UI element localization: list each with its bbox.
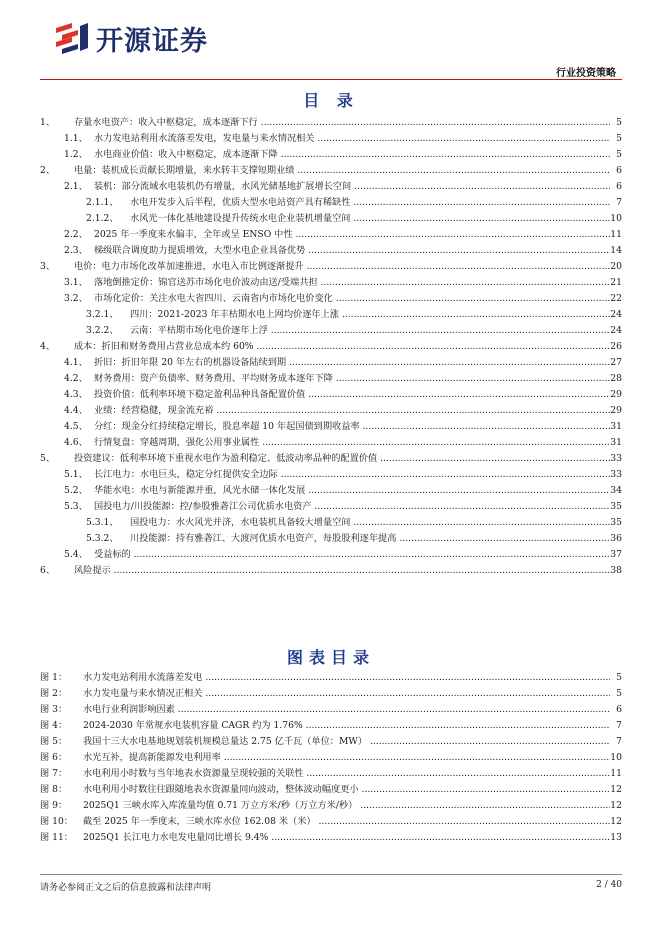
figure-entry-page: 5 xyxy=(610,670,622,686)
figures-title: 图表目录 xyxy=(286,648,375,667)
toc-entry[interactable] xyxy=(40,339,622,355)
toc-entry[interactable] xyxy=(40,419,622,435)
toc-entry-page: 20 xyxy=(610,259,622,275)
toc-entry-title: 财务费用：资产负债率、财务费用、平均财务成本逐年下降 ..... xyxy=(94,371,610,387)
toc-entry-title: 电价：电力市场化改革加速推进，水电入市比例逐渐提升 ..... xyxy=(74,259,610,275)
figure-entry[interactable] xyxy=(40,830,622,846)
figure-entry-number: 图 1： xyxy=(40,672,68,683)
toc-entry-title: 云南：平枯期市场化电价逐年上浮 ..... xyxy=(130,323,610,339)
toc-entry-title: 行情复盘：穿越周期，强化公用事业属性 ..... xyxy=(94,435,610,451)
report-type: 行业投资策略 xyxy=(556,68,616,79)
toc-entry-title: 四川：2021-2023 年丰枯期水电上网均价逐年上涨 ..... xyxy=(130,307,610,323)
toc-entry-number: 5.4、 xyxy=(64,549,88,560)
toc-entry-number: 3.1、 xyxy=(64,277,88,288)
toc-entry-page: 11 xyxy=(610,227,622,243)
toc-entry-page: 28 xyxy=(610,371,622,387)
figure-entry[interactable] xyxy=(40,750,622,766)
figure-entry-title: 水电利用小时数与当年地表水资源量呈现较强的关联性 ..... xyxy=(83,766,610,782)
toc-entry-page: 38 xyxy=(610,563,622,579)
figure-entry[interactable] xyxy=(40,766,622,782)
figure-entry-number: 图 2： xyxy=(40,688,68,699)
toc-entry[interactable] xyxy=(40,115,622,131)
toc-entry-page: 10 xyxy=(610,211,622,227)
toc-entry[interactable] xyxy=(40,355,622,371)
toc-entry-number: 6、 xyxy=(40,565,56,576)
toc-entry[interactable] xyxy=(40,403,622,419)
toc-entry[interactable] xyxy=(40,179,622,195)
figure-entry-number: 图 9： xyxy=(40,800,68,811)
toc-entry[interactable] xyxy=(40,435,622,451)
figure-entry-number: 图 6： xyxy=(40,752,68,763)
toc-entry-page: 21 xyxy=(610,275,622,291)
figure-entry[interactable] xyxy=(40,686,622,702)
toc-entry-number: 1.2、 xyxy=(64,149,88,160)
figures-list xyxy=(40,670,622,846)
toc-entry-title: 国投电力：水火风光并济，水电装机具备较大增量空间 ..... xyxy=(130,515,610,531)
figure-entry-title: 我国十三大水电基地规划装机规模总量达 2.75 亿千瓦（单位：MW） ..... xyxy=(83,734,610,750)
figure-entry-number: 图 5： xyxy=(40,736,68,747)
toc-entry-number: 2.1.2、 xyxy=(86,213,119,224)
toc-entry-title: 梯级联合调度助力提质增效，大型水电企业具备优势 ..... xyxy=(94,243,610,259)
figure-entry-number: 图 3： xyxy=(40,704,68,715)
toc-entry[interactable] xyxy=(40,195,622,211)
figure-entry-title: 水光互补，提高新能源发电利用率 ..... xyxy=(83,750,610,766)
figure-entry-number: 图 10： xyxy=(40,816,73,827)
toc-entry-page: 5 xyxy=(610,147,622,163)
toc-entry-title: 华能水电：水电与新能源并重，风光水储一体化发展 ..... xyxy=(94,483,610,499)
toc-entry-page: 27 xyxy=(610,355,622,371)
toc-entry-number: 4.6、 xyxy=(64,437,88,448)
toc-entry[interactable] xyxy=(40,323,622,339)
page-number: 2 / 40 xyxy=(596,880,622,890)
toc-entry[interactable] xyxy=(40,259,622,275)
toc-entry-page: 5 xyxy=(610,115,622,131)
figure-entry-number: 图 4： xyxy=(40,720,68,731)
figure-entry-page: 13 xyxy=(610,830,622,846)
figure-entry-page: 7 xyxy=(610,718,622,734)
toc-entry-page: 7 xyxy=(610,195,622,211)
figure-entry[interactable] xyxy=(40,702,622,718)
toc-title: 目 录 xyxy=(303,91,359,110)
toc-entry-number: 2.1、 xyxy=(64,181,88,192)
toc-entry-title: 折旧：折旧年限 20 年左右的机器设备陆续到期 ..... xyxy=(94,355,610,371)
footer xyxy=(40,880,622,893)
toc-entry-number: 4.5、 xyxy=(64,421,88,432)
company-logo xyxy=(52,18,208,58)
toc-entry[interactable] xyxy=(40,483,622,499)
toc-entry-page: 6 xyxy=(610,179,622,195)
toc-entry-number: 2.1.1、 xyxy=(86,197,119,208)
toc-entry-page: 37 xyxy=(610,547,622,563)
toc-entry-number: 3.2.1、 xyxy=(86,309,119,320)
toc-entry-title: 分红：现金分红持续稳定增长，股息率超 10 年起国债到期收益率 ..... xyxy=(94,419,610,435)
toc-entry-number: 5.1、 xyxy=(64,469,88,480)
toc-entry-number: 5、 xyxy=(40,453,56,464)
toc-entry-number: 4.3、 xyxy=(64,389,88,400)
toc-entry-title: 业绩：经营稳健，现金流充裕 ..... xyxy=(94,403,610,419)
toc-entry-title: 受益标的 ..... xyxy=(94,547,610,563)
toc-entry-page: 35 xyxy=(610,499,622,515)
figure-entry[interactable] xyxy=(40,814,622,830)
company-name: 开源证券 xyxy=(96,25,208,57)
toc-entry-number: 4、 xyxy=(40,341,56,352)
header-rule xyxy=(40,79,622,80)
toc-entry-title: 水电商业价值：收入中枢稳定，成本逐渐下降 ..... xyxy=(94,147,610,163)
figure-entry-number: 图 8： xyxy=(40,784,68,795)
figure-entry-page: 11 xyxy=(610,766,622,782)
toc-entry[interactable] xyxy=(40,563,622,579)
toc-entry-title: 市场化定价：关注水电大省四川、云南省内市场化电价变化 ..... xyxy=(94,291,610,307)
toc-entry-number: 3.2、 xyxy=(64,293,88,304)
toc-entry-number: 5.3.1、 xyxy=(86,517,119,528)
toc-entry[interactable] xyxy=(40,515,622,531)
figure-entry[interactable] xyxy=(40,718,622,734)
toc-entry-page: 34 xyxy=(610,483,622,499)
toc-entry-number: 3.2.2、 xyxy=(86,325,119,336)
toc-entry-page: 6 xyxy=(610,163,622,179)
toc-entry-page: 33 xyxy=(610,451,622,467)
toc-entry-page: 35 xyxy=(610,515,622,531)
toc-entry[interactable] xyxy=(40,243,622,259)
footer-rule xyxy=(40,874,622,875)
figure-entry-page: 12 xyxy=(610,798,622,814)
toc-entry[interactable] xyxy=(40,211,622,227)
toc-entry-page: 5 xyxy=(610,131,622,147)
toc-entry-number: 1.1、 xyxy=(64,133,88,144)
figure-entry-number: 图 7： xyxy=(40,768,68,779)
toc-entry-page: 26 xyxy=(610,339,622,355)
figure-entry-page: 12 xyxy=(610,782,622,798)
toc-entry[interactable] xyxy=(40,467,622,483)
toc-entry-page: 22 xyxy=(610,291,622,307)
figure-entry-title: 2025Q1 长江电力水电发电量同比增长 9.4% ..... xyxy=(83,830,610,846)
toc-entry[interactable] xyxy=(40,387,622,403)
toc-list xyxy=(40,115,622,579)
toc-entry-number: 5.2、 xyxy=(64,485,88,496)
logo-mark-icon xyxy=(52,18,92,58)
toc-entry[interactable] xyxy=(40,147,622,163)
toc-entry-title: 2025 年一季度来水偏丰，全年或呈 ENSO 中性 ..... xyxy=(94,227,610,243)
toc-entry[interactable] xyxy=(40,499,622,515)
toc-entry-number: 4.1、 xyxy=(64,357,88,368)
figure-entry-page: 7 xyxy=(610,734,622,750)
toc-entry-title: 落地倒推定价：锦官送苏市场化电价波动由送/受端共担 ..... xyxy=(94,275,610,291)
toc-entry-page: 24 xyxy=(610,323,622,339)
toc-entry-title: 川投能源：持有雅砻江、大渡河优质水电资产，每股股利逐年提高 ..... xyxy=(130,531,610,547)
toc-entry-page: 24 xyxy=(610,307,622,323)
figure-entry-number: 图 11： xyxy=(40,832,73,843)
toc-entry-title: 装机：部分流域水电装机仍有增量，水风光储基地扩展增长空间 ..... xyxy=(94,179,610,195)
figure-entry[interactable] xyxy=(40,734,622,750)
toc-entry[interactable] xyxy=(40,163,622,179)
toc-entry-number: 2、 xyxy=(40,165,56,176)
toc-entry[interactable] xyxy=(40,451,622,467)
toc-entry[interactable] xyxy=(40,131,622,147)
toc-entry[interactable] xyxy=(40,547,622,563)
toc-entry-title: 长江电力：水电巨头，稳定分红提供安全边际 ..... xyxy=(94,467,610,483)
figure-entry-title: 水电利用小时数往往跟随地表水资源量同向波动，整体波动幅度更小 ..... xyxy=(83,782,610,798)
toc-entry[interactable] xyxy=(40,275,622,291)
figure-entry-page: 10 xyxy=(610,750,622,766)
toc-entry-title: 水风光一体化基地建设提升传统水电企业装机增量空间 ..... xyxy=(130,211,610,227)
figure-entry-title: 水电行业利润影响因素 ..... xyxy=(83,702,610,718)
toc-entry-number: 1、 xyxy=(40,117,56,128)
figure-entry-title: 截至 2025 年一季度末，三峡水库水位 162.08 米（米） ..... xyxy=(83,814,610,830)
figure-entry-page: 5 xyxy=(610,686,622,702)
toc-entry-number: 5.3、 xyxy=(64,501,88,512)
figure-entry-page: 6 xyxy=(610,702,622,718)
toc-entry-title: 存量水电资产：收入中枢稳定，成本逐渐下行 ..... xyxy=(74,115,610,131)
figure-entry-title: 水力发电站利用水流落差发电 ..... xyxy=(83,670,610,686)
toc-entry-page: 29 xyxy=(610,403,622,419)
toc-entry[interactable] xyxy=(40,291,622,307)
toc-entry[interactable] xyxy=(40,371,622,387)
toc-entry[interactable] xyxy=(40,307,622,323)
toc-entry-number: 3、 xyxy=(40,261,56,272)
toc-entry-number: 4.4、 xyxy=(64,405,88,416)
toc-entry-page: 14 xyxy=(610,243,622,259)
toc-entry-page: 36 xyxy=(610,531,622,547)
toc-entry-title: 电量：装机成长贡献长期增量，来水转丰支撑短期业绩 ..... xyxy=(74,163,610,179)
toc-entry[interactable] xyxy=(40,531,622,547)
toc-entry-number: 2.3、 xyxy=(64,245,88,256)
figure-entry-title: 水力发电量与来水情况正相关 ..... xyxy=(83,686,610,702)
toc-entry-title: 投资建议：低利率环境下重视水电作为盈利稳定、低波动率品种的配置价值 ..... xyxy=(74,451,610,467)
toc-entry[interactable] xyxy=(40,227,622,243)
toc-entry-title: 风险提示 ..... xyxy=(74,563,610,579)
toc-entry-page: 29 xyxy=(610,387,622,403)
toc-entry-title: 水电开发步入后半程，优质大型水电站资产具有稀缺性 ..... xyxy=(130,195,610,211)
figure-entry[interactable] xyxy=(40,670,622,686)
figure-entry[interactable] xyxy=(40,798,622,814)
toc-entry-title: 水力发电站利用水流落差发电，发电量与来水情况相关 ..... xyxy=(94,131,610,147)
toc-entry-title: 国投电力/川投能源：控/参股雅砻江公司优质水电资产 ..... xyxy=(94,499,610,515)
figure-entry-page: 12 xyxy=(610,814,622,830)
toc-entry-number: 4.2、 xyxy=(64,373,88,384)
toc-entry-title: 投资价值：低利率环境下稳定盈利品种具备配置价值 ..... xyxy=(94,387,610,403)
toc-entry-title: 成本：折旧和财务费用占营业总成本约 60% ..... xyxy=(74,339,610,355)
toc-entry-page: 33 xyxy=(610,467,622,483)
footer-disclaimer: 请务必参阅正文之后的信息披露和法律声明 xyxy=(40,883,212,893)
toc-entry-number: 5.3.2、 xyxy=(86,533,119,544)
toc-entry-page: 31 xyxy=(610,435,622,451)
figure-entry-title: 2024-2030 年常规水电装机容量 CAGR 约为 1.76% ..... xyxy=(83,718,610,734)
toc-entry-number: 2.2、 xyxy=(64,229,88,240)
figure-entry-title: 2025Q1 三峡水库入库流量均值 0.71 万立方米/秒（万立方米/秒） ..... xyxy=(83,798,610,814)
toc-entry-page: 31 xyxy=(610,419,622,435)
figure-entry[interactable] xyxy=(40,782,622,798)
